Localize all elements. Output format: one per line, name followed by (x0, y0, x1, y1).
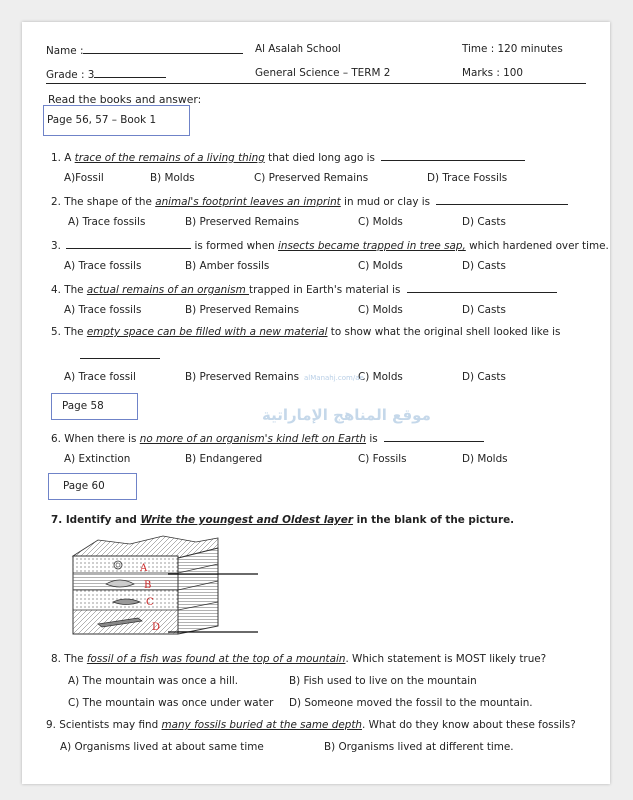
question-9: 9. Scientists may find many fossils buried at the same depth. What do they know about these fossils? (46, 719, 576, 731)
answer-blank (407, 282, 557, 293)
q1-option-c: C) Preserved Remains (254, 172, 369, 184)
section-box-1 (43, 105, 190, 136)
q5-option-a: A) Trace fossil (64, 371, 136, 383)
q8-option-d: D) Someone moved the fossil to the mountain. (289, 697, 533, 709)
name-field (46, 43, 243, 58)
question-4: 4. The actual remains of an organism trapped in Earth's material is (51, 282, 557, 297)
section-label-1: Page 56, 57 – Book 1 (47, 114, 157, 126)
q4-option-c: C) Molds (358, 304, 403, 316)
worksheet-page (22, 22, 610, 784)
answer-blank (381, 150, 525, 161)
q6-option-c: C) Fossils (358, 453, 407, 465)
layer-label-a: A (140, 563, 148, 574)
q3-option-d: D) Casts (462, 260, 506, 272)
rock-layers-diagram (68, 534, 268, 644)
q3-option-b: B) Amber fossils (185, 260, 270, 272)
q1-option-b: B) Molds (150, 172, 195, 184)
q6-option-a: A) Extinction (64, 453, 131, 465)
name-label: Name : (46, 45, 84, 57)
q2-option-d: D) Casts (462, 216, 506, 228)
section-label-3: Page 60 (63, 480, 105, 492)
question-1: 1. A trace of the remains of a living thing that died long ago is (51, 150, 525, 165)
grade-blank (94, 67, 166, 78)
grade-field (46, 67, 166, 82)
question-2: 2. The shape of the animal's footprint leaves an imprint in mud or clay is (51, 194, 568, 209)
q5-option-d: D) Casts (462, 371, 506, 383)
layer-label-c: C (146, 597, 154, 608)
subject-label: General Science – TERM 2 (255, 67, 391, 79)
q8-option-b: B) Fish used to live on the mountain (289, 675, 477, 687)
grade-label: Grade : 3 (46, 69, 95, 81)
section-box-3 (48, 473, 137, 500)
q5-answer-line (80, 348, 160, 363)
answer-blank (384, 431, 484, 442)
answer-blank (80, 348, 160, 359)
q3-option-c: C) Molds (358, 260, 403, 272)
question-6: 6. When there is no more of an organism's kind left on Earth is (51, 431, 484, 446)
time-label: Time : 120 minutes (462, 43, 563, 55)
section-label-2: Page 58 (62, 400, 104, 412)
q2-option-c: C) Molds (358, 216, 403, 228)
q1-option-d: D) Trace Fossils (427, 172, 508, 184)
section-box-2 (51, 393, 138, 420)
school-name: Al Asalah School (255, 43, 341, 55)
watermark-logo: موقع المناهج الإماراتية (262, 406, 431, 424)
intro-text: Read the books and answer: (48, 93, 202, 106)
header-rule (46, 83, 586, 84)
answer-blank (436, 194, 568, 205)
q9-option-a: A) Organisms lived at about same time (60, 741, 264, 753)
q6-option-d: D) Molds (462, 453, 508, 465)
q6-option-b: B) Endangered (185, 453, 263, 465)
answer-blank (66, 238, 191, 249)
marks-label: Marks : 100 (462, 67, 523, 79)
q2-option-a: A) Trace fossils (68, 216, 146, 228)
q4-option-a: A) Trace fossils (64, 304, 142, 316)
q1-option-a: A)Fossil (64, 172, 104, 184)
q2-option-b: B) Preserved Remains (185, 216, 300, 228)
q5-option-b: B) Preserved Remains (185, 371, 300, 383)
q8-option-c: C) The mountain was once under water (68, 697, 274, 709)
q8-option-a: A) The mountain was once a hill. (68, 675, 239, 687)
question-3: 3. is formed when insects became trapped in tree sap, which hardened over time. (51, 240, 609, 252)
layer-label-b: B (144, 580, 152, 591)
q3-option-a: A) Trace fossils (64, 260, 142, 272)
watermark-url: alManahj.com/ae (304, 374, 364, 382)
layer-a (73, 556, 178, 573)
name-blank (83, 43, 243, 54)
question-5: 5. The empty space can be filled with a new material to show what the original shell looked like is (51, 326, 561, 338)
q9-option-b: B) Organisms lived at different time. (324, 741, 514, 753)
q4-option-b: B) Preserved Remains (185, 304, 300, 316)
q5-option-c: C) Molds (358, 371, 403, 383)
layer-label-d: D (152, 622, 161, 633)
question-8: 8. The fossil of a fish was found at the top of a mountain. Which statement is MOST likely true? (51, 653, 547, 665)
side-face (178, 548, 218, 634)
question-7: 7. Identify and Write the youngest and Oldest layer in the blank of the picture. (51, 514, 515, 526)
q4-option-d: D) Casts (462, 304, 506, 316)
